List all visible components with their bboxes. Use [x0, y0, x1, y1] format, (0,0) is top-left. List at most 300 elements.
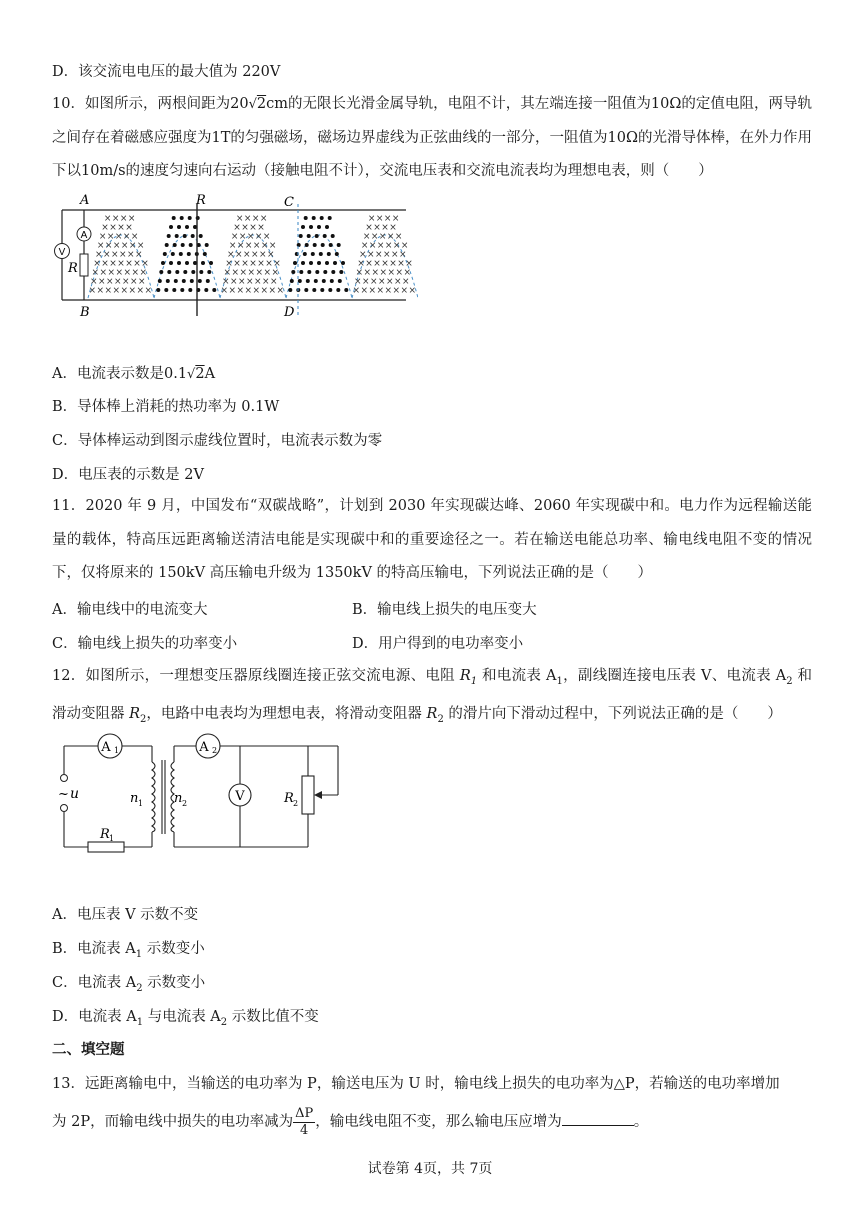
field-dot [161, 261, 165, 265]
field-dot [183, 234, 187, 238]
svg-text:V: V [58, 247, 66, 258]
page-footer: 试卷第 4页，共 7页 [367, 1161, 493, 1177]
terminal-bottom [61, 805, 68, 812]
field-dot [323, 270, 327, 274]
field-cross: × [125, 259, 133, 269]
q11-option-b: B．输电线上损失的电压变大 [352, 602, 537, 618]
field-cross: × [112, 241, 121, 251]
field-cross: × [362, 277, 370, 287]
field-cross: × [251, 250, 259, 260]
field-cross: × [259, 214, 268, 224]
field-cross: × [99, 268, 108, 278]
field-cross: × [139, 268, 148, 278]
field-boundary-arch [154, 235, 220, 298]
field-cross: × [236, 241, 245, 251]
field-cross: × [262, 277, 270, 287]
field-cross: × [136, 286, 145, 296]
field-cross: × [111, 250, 119, 260]
field-dot [315, 270, 319, 274]
field-cross: × [357, 259, 365, 269]
field-cross: × [243, 250, 251, 260]
field-cross: × [389, 223, 397, 233]
field-cross: × [270, 277, 278, 287]
field-dot [297, 243, 301, 247]
field-dot [330, 279, 334, 283]
field-dot [306, 279, 310, 283]
field-cross: × [360, 286, 369, 296]
field-dot [331, 234, 335, 238]
field-cross: × [246, 277, 254, 287]
field-cross: × [241, 259, 249, 269]
field-cross: × [367, 250, 375, 260]
svg-text:1: 1 [109, 834, 115, 843]
field-dot [173, 243, 177, 247]
field-cross: × [127, 250, 135, 260]
field-dot [175, 234, 179, 238]
q11-option-d: D．用户得到的电功率变小 [352, 636, 524, 652]
field-dot [188, 288, 192, 292]
field-dot [327, 252, 331, 256]
field-dot [180, 216, 184, 220]
field-cross: × [244, 241, 253, 251]
field-cross: × [391, 250, 399, 260]
field-cross: × [136, 241, 145, 251]
field-dot [321, 243, 325, 247]
field-cross: × [367, 214, 376, 224]
svg-text:2: 2 [182, 799, 188, 808]
q10-stem [52, 88, 812, 189]
field-dot [311, 252, 315, 256]
svg-text:A: A [101, 740, 111, 755]
field-cross: × [251, 214, 260, 224]
field-cross: × [273, 259, 281, 269]
field-cross: × [368, 241, 377, 251]
field-cross: × [98, 232, 107, 242]
field-dot [203, 252, 207, 256]
field-cross: × [114, 277, 122, 287]
field-dot [183, 270, 187, 274]
field-cross: × [133, 259, 141, 269]
field-dot [191, 270, 195, 274]
field-dot [179, 252, 183, 256]
field-cross: × [128, 241, 137, 251]
field-dot [336, 288, 340, 292]
field-dot [175, 270, 179, 274]
field-cross: × [122, 277, 130, 287]
field-cross: × [402, 277, 410, 287]
field-cross: × [395, 268, 404, 278]
field-dot [209, 261, 213, 265]
svg-text:2: 2 [293, 799, 299, 808]
field-cross: × [352, 286, 361, 296]
field-cross: × [383, 250, 391, 260]
field-dot [167, 234, 171, 238]
svg-text:B: B [80, 305, 90, 320]
field-cross: × [109, 223, 117, 233]
field-dot [312, 216, 316, 220]
field-cross: × [130, 232, 139, 242]
field-dot [320, 216, 324, 220]
field-cross: × [379, 268, 388, 278]
field-cross: × [370, 277, 378, 287]
field-dot [304, 288, 308, 292]
field-cross: × [387, 268, 396, 278]
svg-text:A: A [80, 193, 90, 208]
field-cross: × [394, 277, 402, 287]
field-cross: × [128, 286, 137, 296]
field-cross: × [119, 250, 127, 260]
field-dot [299, 270, 303, 274]
q10-option-a: A．电流表示数是0.1√2A [52, 366, 216, 382]
field-cross: × [373, 223, 381, 233]
field-dot [299, 234, 303, 238]
field-cross: × [233, 259, 241, 269]
field-dot [199, 270, 203, 274]
field-cross: × [101, 259, 109, 269]
field-cross: × [376, 241, 385, 251]
field-dot [337, 243, 341, 247]
q12-stem: 12．如图所示，一理想变压器原线圈连接正弦交流电源、电阻 $R_1$ 和电流表 $A_1$，副线圈连接电压表 V、电流表 $A_2$ 和滑动变阻器 $R_2$，电路中电表均为理想电表，将滑动变阻器 $R_2$ 的滑片向下滑动过程中，下列说法正确的是（ ） [52, 668, 812, 726]
resistor-r1 [88, 842, 124, 852]
field-dot [171, 252, 175, 256]
field-dot [187, 252, 191, 256]
field-dot [172, 216, 176, 220]
q13-line2: 为 2P，而输电线中损失的电功率减为 $\frac{\Delta P}{4}$ ，输电线电阻不变，那么输电压应增为 。 [52, 1105, 649, 1138]
field-cross: × [262, 232, 271, 242]
field-dot [290, 279, 294, 283]
field-cross: × [96, 241, 105, 251]
field-dot [163, 252, 167, 256]
field-cross: × [376, 286, 385, 296]
q10-option-c: C．导体棒运动到图示虚线位置时，电流表示数为零 [52, 433, 383, 449]
field-cross: × [233, 223, 241, 233]
field-cross: × [103, 214, 112, 224]
field-cross: × [276, 286, 285, 296]
field-cross: × [222, 277, 230, 287]
field-cross: × [394, 232, 403, 242]
field-dot [304, 216, 308, 220]
field-cross: × [227, 250, 235, 260]
field-cross: × [125, 223, 133, 233]
field-cross: × [362, 232, 371, 242]
field-cross: × [399, 250, 407, 260]
field-dot [314, 279, 318, 283]
field-cross: × [96, 286, 105, 296]
field-dot [288, 288, 292, 292]
field-dot [307, 234, 311, 238]
svg-text:2: 2 [212, 746, 218, 755]
field-cross: × [389, 259, 397, 269]
rheostat-r2 [302, 776, 314, 814]
field-dot [180, 288, 184, 292]
field-boundary-arch [286, 235, 352, 298]
field-dot [344, 288, 348, 292]
field-dot [185, 261, 189, 265]
q12-option-b: B．电流表 $A_1$ 示数变小 [52, 941, 205, 960]
field-dot [182, 279, 186, 283]
svg-text:A: A [199, 740, 209, 755]
field-cross: × [228, 241, 237, 251]
field-cross: × [235, 214, 244, 224]
field-cross: × [259, 250, 267, 260]
field-cross: × [368, 286, 377, 296]
q13-line1: 13．远距离输电中，当输送的电功率为 P，输送电压为 U 时，输电线上损失的电功率为△P，若输送的电功率增加 [52, 1076, 780, 1092]
field-cross: × [112, 286, 121, 296]
svg-text:n: n [174, 791, 183, 806]
field-dot [207, 270, 211, 274]
field-dot [325, 261, 329, 265]
svg-text:V: V [235, 789, 245, 804]
field-dot [305, 243, 309, 247]
q11-option-c: C．输电线上损失的功率变小 [52, 636, 238, 652]
q9-option-d: D．该交流电电压的最大值为 220V [52, 64, 281, 80]
field-cross: × [135, 250, 143, 260]
field-cross: × [220, 286, 229, 296]
field-cross: × [117, 223, 125, 233]
field-cross: × [243, 214, 252, 224]
field-dot [335, 252, 339, 256]
field-dot [166, 279, 170, 283]
field-cross: × [115, 268, 124, 278]
field-cross: × [384, 286, 393, 296]
svg-text:n: n [130, 791, 139, 806]
field-cross: × [354, 277, 362, 287]
field-cross: × [260, 286, 269, 296]
field-dot [189, 243, 193, 247]
field-cross: × [241, 223, 249, 233]
q11-stem: 11．2020 年 9 月，中国发布“双碳战略”，计划到 2030 年实现碳达峰、2060 年实现碳中和。电力作为远程输送能量的载体，特高压远距离输送清洁电能是实现碳中和的重要途径之一。若在输送电能总功率、输电线电阻不变的情况下，仅将原来的 150kV 高压输电升级为 1350kV 的特高压输电，下列说法正确的是（ ） [52, 498, 812, 581]
field-dot [322, 279, 326, 283]
field-cross: × [246, 232, 255, 242]
field-dot [205, 243, 209, 247]
resistor-r [80, 254, 88, 276]
field-cross: × [249, 259, 257, 269]
field-cross: × [403, 268, 412, 278]
field-cross: × [106, 277, 114, 287]
field-cross: × [371, 268, 380, 278]
field-cross: × [223, 268, 232, 278]
field-cross: × [265, 259, 273, 269]
field-dot [204, 288, 208, 292]
field-dot [185, 225, 189, 229]
field-cross: × [408, 286, 417, 296]
field-dot [212, 288, 216, 292]
field-cross: × [235, 250, 243, 260]
field-cross: × [122, 232, 131, 242]
q10-stem-part2: 的无限长光滑金属导轨，电阻不计，其左端连接一阻值为10Ω的定值电阻，两导轨之间存在着磁感应强度为1T的匀强磁场，磁场边界虚线为正弦曲线的一部分，一阻值为10Ω的光滑导体棒，在外力作用下以10m/s的速度匀速向右运动（接触电阻不计），交流电压表和交流电流表均为理想电表，则（ ） [52, 96, 812, 179]
field-cross: × [119, 214, 128, 224]
field-dot [328, 288, 332, 292]
field-cross: × [268, 241, 277, 251]
q10-option-d: D．电压表的示数是 2V [52, 467, 204, 483]
field-dot [303, 252, 307, 256]
field-cross: × [230, 232, 239, 242]
field-cross: × [271, 268, 280, 278]
field-cross: × [104, 286, 113, 296]
field-cross: × [131, 268, 140, 278]
field-cross: × [117, 259, 125, 269]
field-cross: × [365, 259, 373, 269]
field-dot [177, 225, 181, 229]
field-cross: × [257, 223, 265, 233]
field-cross: × [238, 232, 247, 242]
magnetic-field-region [88, 214, 418, 298]
terminal-top [61, 775, 68, 782]
field-cross: × [228, 286, 237, 296]
field-cross: × [375, 250, 383, 260]
field-cross: × [392, 241, 401, 251]
field-dot [309, 261, 313, 265]
field-dot [323, 234, 327, 238]
q12-option-d: D．电流表 $A_1$ 与电流表 $A_2$ 示数比值不变 [52, 1009, 319, 1028]
field-cross: × [254, 232, 263, 242]
svg-text:R: R [68, 261, 78, 276]
answer-blank[interactable] [562, 1111, 634, 1126]
field-dot [309, 225, 313, 229]
field-cross: × [378, 277, 386, 287]
field-cross: × [120, 286, 129, 296]
q11-option-a: A．输电线中的电流变大 [52, 602, 208, 618]
field-dot [158, 279, 162, 283]
field-dot [317, 261, 321, 265]
svg-text:A: A [80, 230, 88, 241]
field-cross: × [392, 286, 401, 296]
field-cross: × [138, 277, 146, 287]
svg-text:D: D [284, 305, 295, 320]
field-cross: × [254, 277, 262, 287]
svg-text:u: u [70, 786, 80, 802]
field-dot [301, 225, 305, 229]
field-cross: × [386, 277, 394, 287]
field-cross: × [263, 268, 272, 278]
field-dot [291, 270, 295, 274]
field-dot [190, 279, 194, 283]
q12-option-a: A．电压表 V 示数不变 [52, 907, 199, 923]
field-cross: × [267, 250, 275, 260]
field-cross: × [247, 268, 256, 278]
section-title-fill-in: 二、填空题 [52, 1041, 125, 1058]
field-cross: × [397, 259, 405, 269]
svg-text:R: R [196, 193, 206, 208]
field-cross: × [400, 286, 409, 296]
ac-source-icon: ~ [58, 787, 69, 802]
svg-text:1: 1 [138, 799, 144, 808]
field-cross: × [141, 259, 149, 269]
field-dot [313, 243, 317, 247]
field-dot [165, 243, 169, 247]
field-cross: × [127, 214, 136, 224]
field-cross: × [405, 259, 413, 269]
field-cross: × [114, 232, 123, 242]
field-cross: × [391, 214, 400, 224]
field-dot [201, 261, 205, 265]
field-cross: × [257, 259, 265, 269]
field-cross: × [378, 232, 387, 242]
field-dot [167, 270, 171, 274]
svg-text:C: C [284, 195, 294, 210]
field-cross: × [381, 223, 389, 233]
field-cross: × [365, 223, 373, 233]
q12-figure [50, 732, 350, 862]
field-cross: × [88, 286, 97, 296]
field-cross: × [386, 232, 395, 242]
field-dot [159, 270, 163, 274]
field-cross: × [104, 241, 113, 251]
field-cross: × [249, 223, 257, 233]
field-cross: × [101, 223, 109, 233]
field-dot [341, 261, 345, 265]
field-cross: × [107, 268, 116, 278]
field-cross: × [93, 259, 101, 269]
field-dot [307, 270, 311, 274]
field-cross: × [252, 241, 261, 251]
field-dot [198, 279, 202, 283]
field-dot [331, 270, 335, 274]
field-cross: × [383, 214, 392, 224]
field-dot [320, 288, 324, 292]
field-dot [177, 261, 181, 265]
svg-text:1: 1 [114, 746, 120, 755]
q10-option-b: B．导体棒上消耗的热功率为 0.1W [52, 399, 280, 415]
field-dot [329, 243, 333, 247]
fraction-delta-p-over-4: $\frac{\Delta P}{4}$ [295, 1105, 314, 1138]
field-cross: × [375, 214, 384, 224]
field-cross: × [370, 232, 379, 242]
field-cross: × [381, 259, 389, 269]
field-dot [315, 234, 319, 238]
field-dot [312, 288, 316, 292]
field-cross: × [144, 286, 153, 296]
field-cross: × [103, 250, 111, 260]
field-dot [206, 279, 210, 283]
field-cross: × [95, 250, 103, 260]
field-cross: × [130, 277, 138, 287]
field-cross: × [109, 259, 117, 269]
field-cross: × [106, 232, 115, 242]
field-cross: × [260, 241, 269, 251]
field-dot [191, 234, 195, 238]
field-cross: × [252, 286, 261, 296]
field-cross: × [255, 268, 264, 278]
field-dot [169, 225, 173, 229]
field-cross: × [230, 277, 238, 287]
field-dot [169, 261, 173, 265]
q10-figure [48, 188, 418, 322]
field-dot [188, 216, 192, 220]
field-cross: × [90, 277, 98, 287]
field-cross: × [231, 268, 240, 278]
field-cross: × [363, 268, 372, 278]
field-cross: × [120, 241, 129, 251]
field-cross: × [359, 250, 367, 260]
field-dot [325, 225, 329, 229]
svg-text:R: R [100, 827, 110, 842]
field-dot [319, 252, 323, 256]
field-dot [181, 243, 185, 247]
field-cross: × [91, 268, 100, 278]
field-dot [172, 288, 176, 292]
field-cross: × [244, 286, 253, 296]
field-dot [293, 261, 297, 265]
field-dot [328, 216, 332, 220]
field-cross: × [236, 286, 245, 296]
svg-text:R: R [284, 791, 294, 806]
field-cross: × [98, 277, 106, 287]
q12-option-c: C．电流表 $A_2$ 示数变小 [52, 975, 206, 994]
field-dot [199, 234, 203, 238]
field-cross: × [239, 268, 248, 278]
field-cross: × [360, 241, 369, 251]
